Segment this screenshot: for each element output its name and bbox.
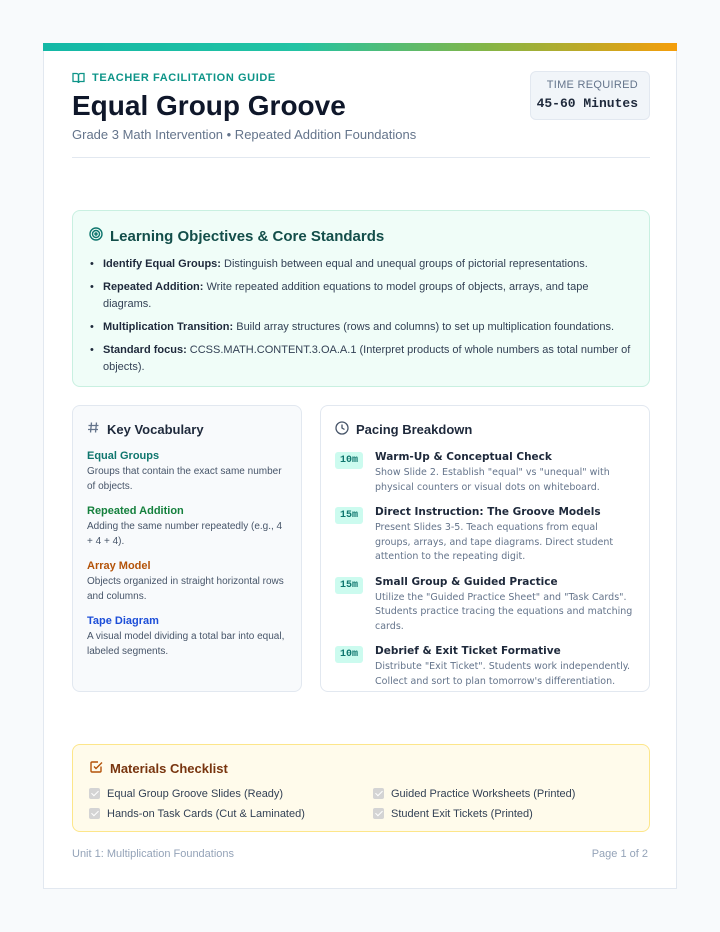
vocab-definition: Objects organized in straight horizontal rows and columns. — [87, 576, 284, 602]
pacing-description: Utilize the "Guided Practice Sheet" and "Task Cards". Students practice tracing the equations and matching cards. — [375, 591, 633, 632]
objectives-heading — [89, 227, 633, 245]
material-item[interactable] — [89, 786, 373, 801]
objective-text: Distinguish between equal and unequal groups of pictorial representations. — [220, 258, 588, 270]
list-item — [89, 279, 633, 313]
materials-heading — [89, 760, 633, 777]
vocabulary-heading-text: Key Vocabulary — [107, 421, 204, 437]
guide-page — [43, 43, 677, 889]
checkbox-icon — [89, 760, 103, 777]
vocab-term: Tape Diagram — [87, 615, 159, 627]
pacing-heading — [335, 421, 635, 438]
header-divider — [72, 157, 650, 158]
vocabulary-heading — [87, 421, 287, 437]
duration-badge: 15m — [335, 507, 363, 524]
materials-heading-text: Materials Checklist — [110, 761, 228, 776]
materials-list — [89, 786, 633, 821]
objective-label: Standard focus: — [103, 344, 187, 356]
time-label: TIME REQUIRED — [546, 79, 638, 91]
vocab-definition: Adding the same number repeatedly (e.g., 4 + 4 + 4). — [87, 521, 283, 547]
material-label: Guided Practice Worksheets (Printed) — [391, 787, 576, 800]
pacing-item — [335, 450, 635, 495]
vocab-term: Array Model — [87, 560, 151, 572]
objective-label: Repeated Addition: — [103, 281, 204, 293]
objectives-heading-text: Learning Objectives & Core Standards — [110, 227, 385, 245]
pacing-description: Present Slides 3-5. Teach equations from equal groups, arrays, and tape diagrams. Direct student attention to the repeating digit. — [375, 522, 614, 562]
vocab-entry — [87, 560, 287, 604]
pacing-heading-text: Pacing Breakdown — [356, 422, 473, 437]
material-label: Student Exit Tickets (Printed) — [391, 807, 533, 820]
vocab-entry — [87, 450, 287, 494]
objective-label: Identify Equal Groups: — [103, 258, 221, 270]
list-item — [89, 342, 633, 376]
clock-icon — [335, 421, 349, 438]
target-icon — [89, 227, 103, 245]
material-checkbox[interactable] — [89, 808, 100, 819]
materials-section — [72, 744, 650, 832]
vocab-definition: Groups that contain the exact same number of objects. — [87, 466, 282, 492]
pacing-list — [335, 450, 635, 689]
material-label: Equal Group Groove Slides (Ready) — [107, 787, 284, 800]
material-checkbox[interactable] — [373, 788, 384, 799]
material-item[interactable] — [373, 806, 633, 821]
hash-icon — [87, 421, 100, 437]
time-value: 45-60 Minutes — [536, 96, 638, 111]
page-title: Equal Group Groove — [72, 90, 346, 121]
footer-page-number: Page 1 of 2 — [591, 848, 648, 860]
vocab-term: Equal Groups — [87, 450, 160, 462]
time-required-box — [530, 71, 650, 120]
pacing-description: Show Slide 2. Establish "equal" vs "unequal" with physical counters or visual dots on whiteboard. — [375, 467, 610, 493]
pacing-title: Small Group & Guided Practice — [375, 575, 558, 588]
book-icon — [72, 72, 85, 84]
material-label: Hands-on Task Cards (Cut & Laminated) — [107, 807, 305, 820]
pacing-title: Warm-Up & Conceptual Check — [375, 451, 552, 463]
vocab-term: Repeated Addition — [87, 505, 184, 517]
page-subtitle: Grade 3 Math Intervention • Repeated Addition Foundations — [72, 127, 417, 142]
vocabulary-card — [72, 405, 302, 692]
vocab-entry — [87, 615, 287, 659]
material-checkbox[interactable] — [373, 808, 384, 819]
pacing-title: Debrief & Exit Ticket Formative — [375, 645, 561, 657]
pacing-item — [335, 505, 635, 565]
material-item[interactable] — [89, 806, 373, 821]
vocabulary-list — [87, 450, 287, 659]
vocab-entry — [87, 505, 287, 549]
duration-badge: 10m — [335, 646, 363, 663]
objective-text: Build array structures (rows and columns) to set up multiplication foundations. — [233, 321, 615, 333]
footer-unit: Unit 1: Multiplication Foundations — [72, 848, 235, 860]
accent-bar — [43, 43, 677, 51]
pacing-description: Distribute "Exit Ticket". Students work independently. Collect and sort to plan tomorrow's differentiation. — [375, 661, 631, 687]
pacing-card — [320, 405, 650, 692]
objectives-section — [72, 210, 650, 387]
list-item — [89, 256, 633, 273]
pacing-item — [335, 575, 635, 635]
pacing-item — [335, 644, 635, 689]
duration-badge: 10m — [335, 452, 363, 469]
material-checkbox[interactable] — [89, 788, 100, 799]
vocab-definition: A visual model dividing a total bar into equal, labeled segments. — [87, 631, 285, 657]
objective-text: CCSS.MATH.CONTENT.3.OA.A.1 (Interpret products of whole numbers as total number of objects). — [103, 344, 631, 373]
objectives-list — [89, 256, 633, 376]
eyebrow-text: TEACHER FACILITATION GUIDE — [92, 72, 276, 84]
objective-label: Multiplication Transition: — [103, 321, 234, 333]
pacing-title: Direct Instruction: The Groove Models — [375, 506, 601, 518]
material-item[interactable] — [373, 786, 633, 801]
list-item — [89, 319, 633, 336]
duration-badge: 15m — [335, 577, 363, 594]
objective-text: Write repeated addition equations to model groups of objects, arrays, and tape diagrams. — [103, 281, 589, 310]
eyebrow — [72, 72, 276, 84]
